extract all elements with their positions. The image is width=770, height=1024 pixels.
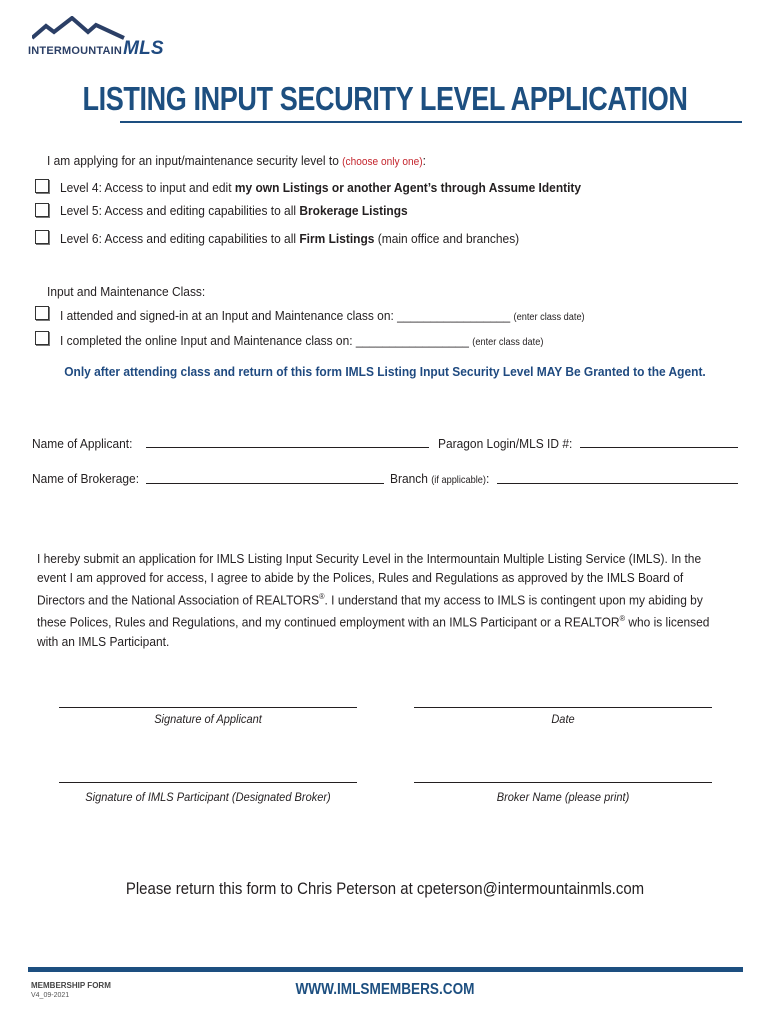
branch-hint: (if applicable) bbox=[431, 475, 486, 486]
return-instructions: Please return this form to Chris Peterson at cpeterson@intermountainmls.com bbox=[125, 879, 645, 898]
agreement-line-3a: Directors and the National Association of REALTORS bbox=[37, 592, 320, 608]
agreement-line-3b: . I understand that my access to IMLS is contingent upon my abiding by bbox=[324, 592, 703, 608]
class-inperson-checkbox[interactable] bbox=[35, 306, 49, 320]
applicant-input-line[interactable] bbox=[146, 447, 429, 448]
branch-input-line[interactable] bbox=[497, 483, 738, 484]
class-online-checkbox[interactable] bbox=[35, 331, 49, 345]
footer-url-link[interactable]: WWW.IMLSMEMBERS.COM bbox=[295, 981, 475, 998]
intro-text: I am applying for an input/maintenance security level to bbox=[47, 153, 343, 168]
date-label: Date bbox=[551, 712, 575, 726]
level-4-bold: my own Listings or another Agent’s through Assume Identity bbox=[234, 180, 582, 195]
level-6-pre: Level 6: Access and editing capabilities to all bbox=[60, 231, 300, 246]
brokerage-label: Name of Brokerage: bbox=[32, 471, 140, 486]
level-6-checkbox[interactable] bbox=[35, 230, 49, 244]
registered-mark-2: ® bbox=[619, 614, 626, 624]
level-4-checkbox[interactable] bbox=[35, 179, 49, 193]
logo-suffix: MLS bbox=[123, 38, 164, 59]
agreement-line-4 bbox=[37, 609, 736, 631]
login-label: Paragon Login/MLS ID #: bbox=[438, 436, 573, 451]
class-online-hint: (enter class date) bbox=[472, 337, 544, 348]
broker-name-label: Broker Name (please print) bbox=[496, 790, 630, 804]
class-inperson-blank: _________________ bbox=[397, 308, 511, 323]
applicant-signature-label: Signature of Applicant bbox=[154, 712, 262, 726]
class-inperson-hint: (enter class date) bbox=[513, 312, 585, 323]
level-4-pre: Level 4: Access to input and edit bbox=[60, 180, 235, 195]
agreement-line-4a: these Polices, Rules and Regulations, and my continued employment with an IMLS Participant or a REALTOR bbox=[37, 614, 620, 630]
branch-label-group bbox=[390, 471, 489, 486]
agreement-line-4b: who is licensed bbox=[625, 614, 710, 630]
brokerage-input-line[interactable] bbox=[146, 483, 384, 484]
intro-colon: : bbox=[422, 153, 426, 168]
agreement-line-3 bbox=[37, 587, 736, 609]
intro-line bbox=[47, 153, 426, 168]
class-online-blank: _________________ bbox=[355, 333, 469, 348]
class-heading: Input and Maintenance Class: bbox=[47, 284, 206, 299]
level-5-label bbox=[60, 203, 408, 218]
branch-colon: : bbox=[485, 471, 490, 486]
agreement-paragraph bbox=[37, 549, 736, 651]
date-line[interactable] bbox=[414, 707, 712, 708]
logo-wordmark bbox=[28, 38, 164, 60]
footer-version: V4_09-2021 bbox=[31, 992, 70, 999]
level-5-checkbox[interactable] bbox=[35, 203, 49, 217]
participant-signature-label: Signature of IMLS Participant (Designated Broker) bbox=[85, 790, 331, 804]
agreement-line-1: I hereby submit an application for IMLS Listing Input Security Level in the Intermountain Multiple Listing Service (IMLS). In the bbox=[37, 551, 702, 566]
agreement-line-5: with an IMLS Participant. bbox=[37, 633, 170, 649]
footer-form-name: MEMBERSHIP FORM bbox=[31, 981, 111, 990]
branch-label: Branch bbox=[390, 471, 428, 486]
class-online-label bbox=[60, 333, 543, 348]
participant-signature-line[interactable] bbox=[59, 782, 357, 783]
class-inperson-label bbox=[60, 308, 585, 323]
intro-note: (choose only one) bbox=[342, 156, 423, 168]
class-online-text: I completed the online Input and Maintenance class on: bbox=[60, 333, 356, 348]
applicant-signature-line[interactable] bbox=[59, 707, 357, 708]
registered-mark: ® bbox=[319, 592, 325, 601]
agreement-line-2: event I am approved for access, I agree to abide by the Polices, Rules and Regulations as approved by the IMLS Board of bbox=[37, 570, 684, 585]
broker-name-line[interactable] bbox=[414, 782, 712, 783]
login-input-line[interactable] bbox=[580, 447, 738, 448]
level-4-label bbox=[60, 180, 581, 195]
notice: Only after attending class and return of this form IMLS Listing Input Security Level MAY Be Granted to the Agent. bbox=[64, 364, 706, 379]
class-inperson-text: I attended and signed-in at an Input and Maintenance class on: bbox=[60, 308, 398, 323]
level-5-pre: Level 5: Access and editing capabilities to all bbox=[60, 203, 300, 218]
title-divider bbox=[120, 121, 742, 123]
applicant-label: Name of Applicant: bbox=[32, 436, 133, 451]
mountain-icon bbox=[32, 16, 128, 40]
level-6-post: (main office and branches) bbox=[374, 231, 520, 246]
level-6-label bbox=[60, 231, 519, 246]
level-5-bold: Brokerage Listings bbox=[299, 203, 408, 218]
footer-bar bbox=[28, 967, 743, 972]
imls-logo bbox=[28, 16, 178, 58]
page-title: LISTING INPUT SECURITY LEVEL APPLICATION bbox=[82, 80, 688, 117]
logo-prefix: INTERMOUNTAIN bbox=[28, 45, 123, 57]
level-6-bold: Firm Listings bbox=[299, 231, 375, 246]
